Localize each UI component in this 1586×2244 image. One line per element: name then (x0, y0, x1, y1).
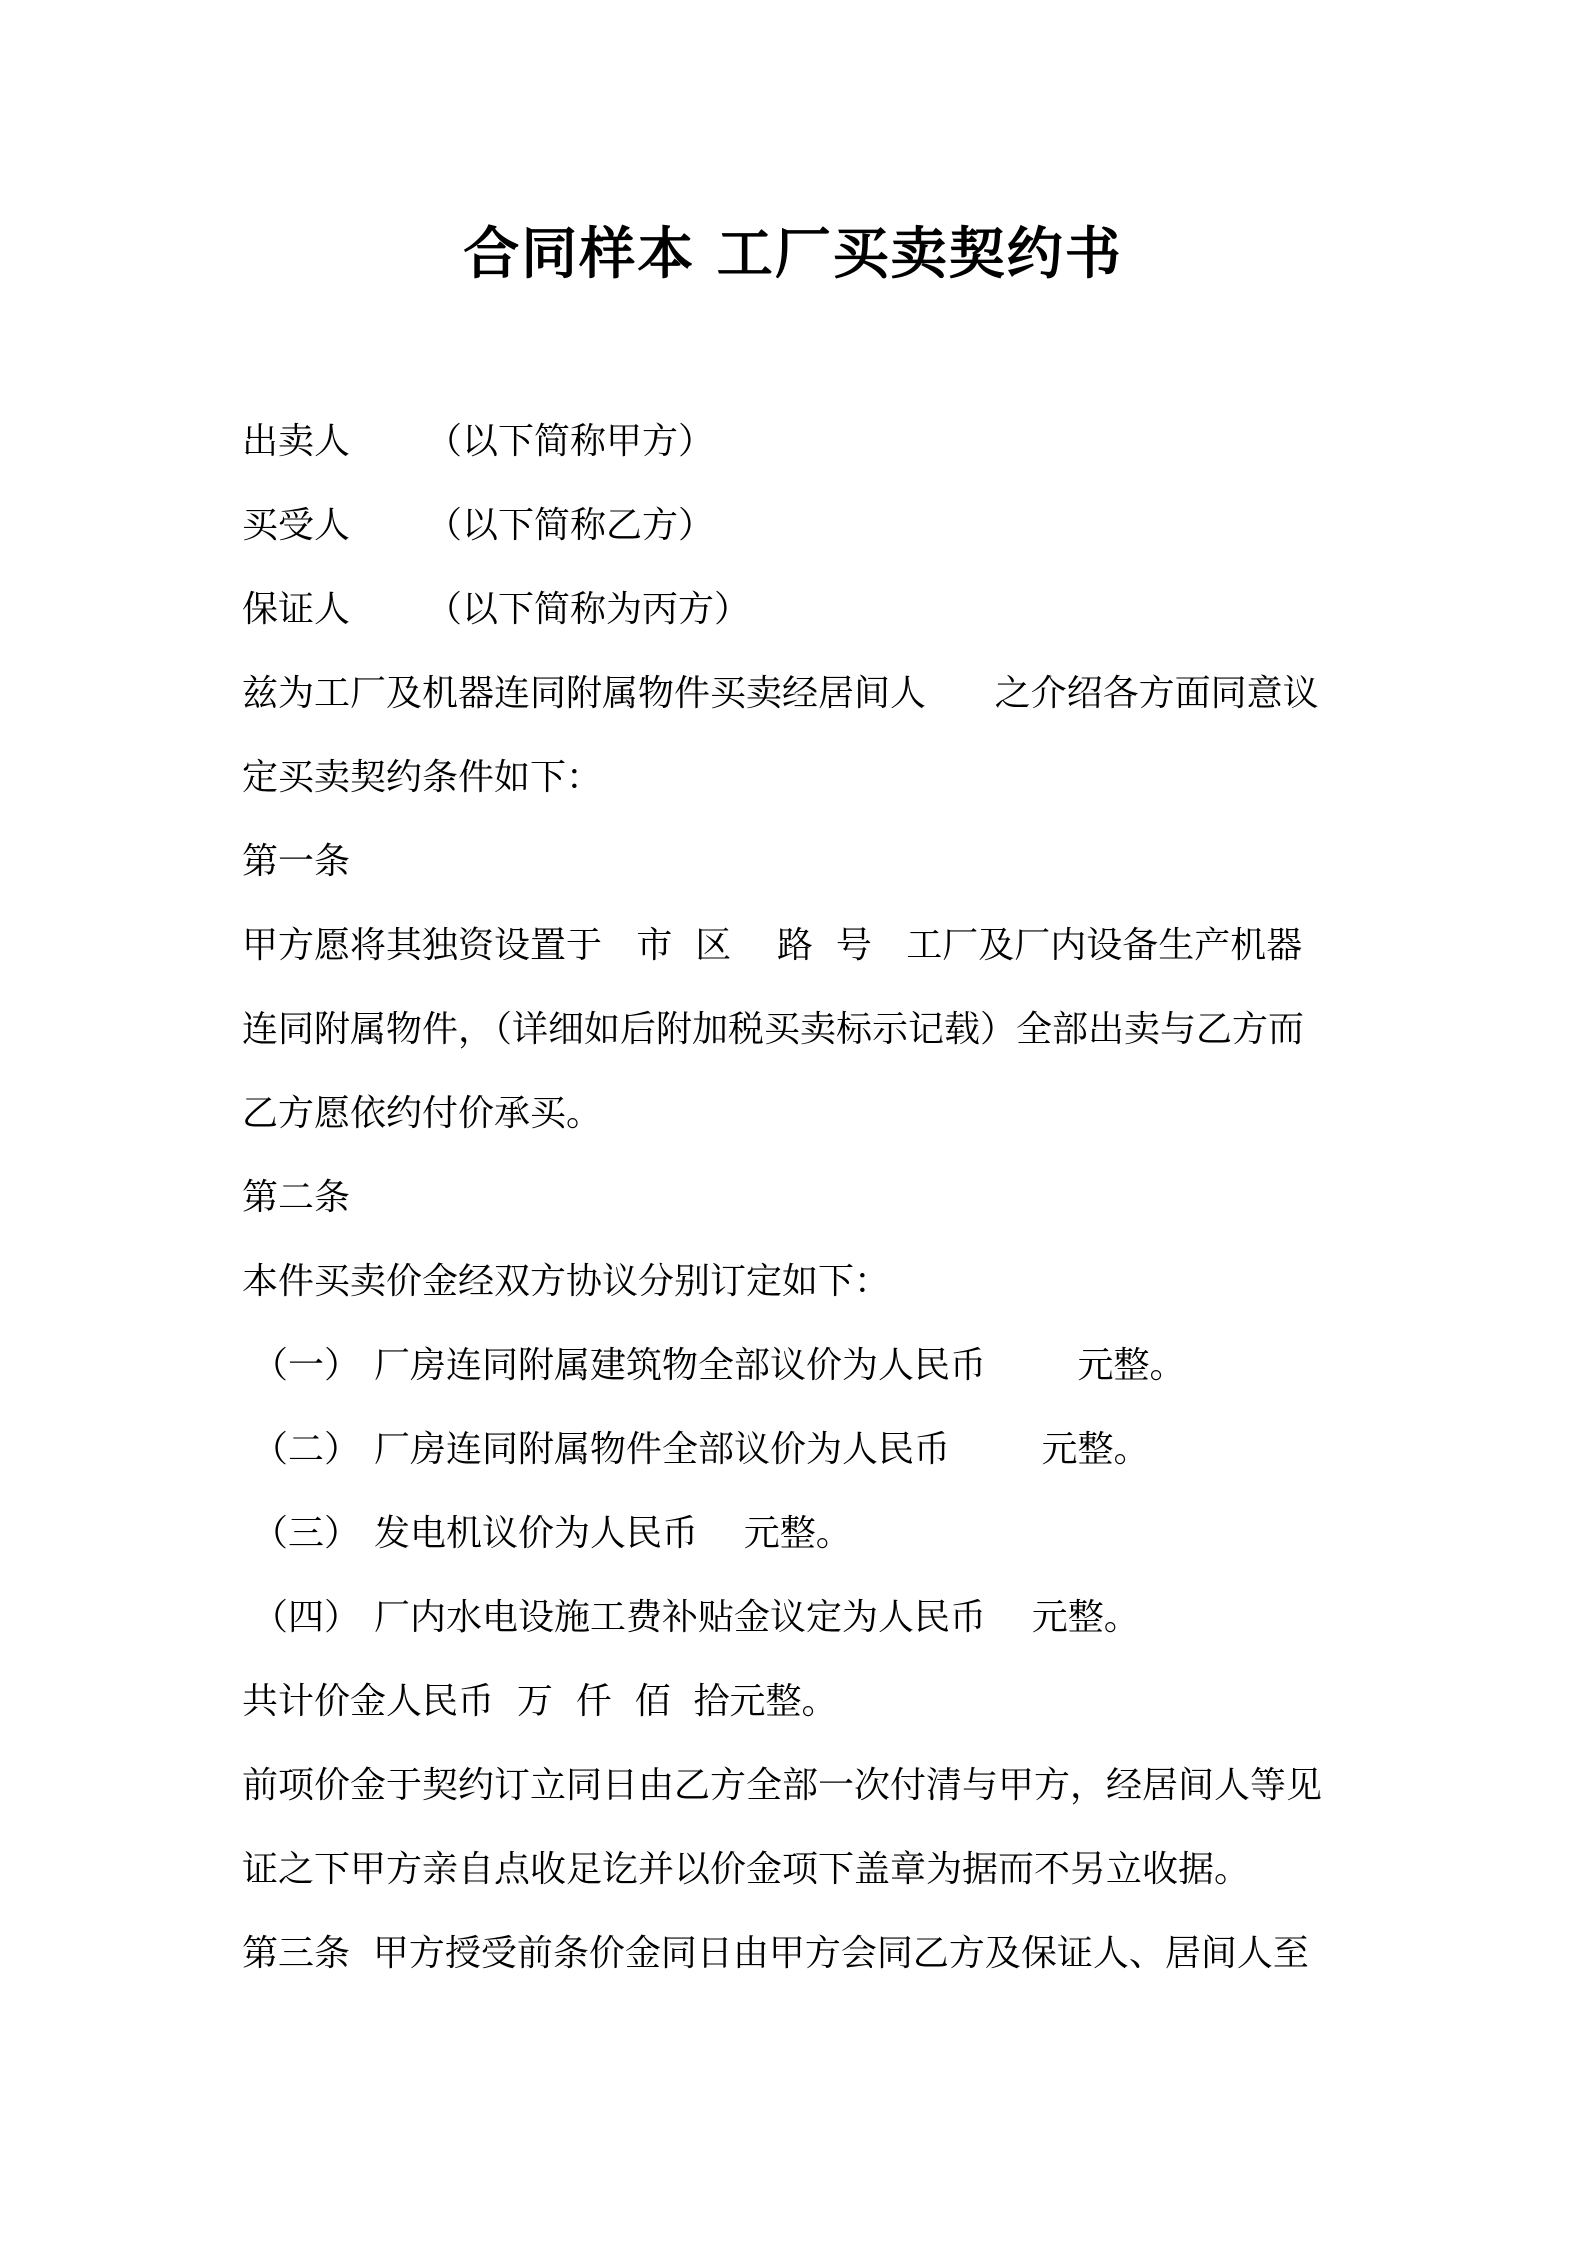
total-price-line: 共计价金人民币 万 仟 佰 拾元整。 (242, 1681, 838, 1722)
article-1-line: 乙方愿依约付价承买。 (242, 1093, 603, 1134)
intro-line: 兹为工厂及机器连同附属物件买卖经居间人 之介绍各方面同意议 (242, 673, 1319, 714)
price-item (242, 1492, 1362, 1576)
price-item-number: （三） (252, 1513, 361, 1554)
document-title: 合同样本 工厂买卖契约书 (463, 222, 1123, 287)
price-item-text: 厂内水电设施工费补贴金议定为人民币 元整。 (374, 1597, 1140, 1638)
price-item-text: 发电机议价为人民币 元整。 (374, 1513, 852, 1554)
party-seller (242, 400, 1362, 484)
party-note: （以下简称为丙方） (426, 589, 751, 630)
price-item (242, 1408, 1362, 1492)
party-buyer (242, 484, 1362, 568)
article-1-line: 甲方愿将其独资设置于 市 区 路 号 工厂及厂内设备生产机器 (242, 925, 1303, 966)
payment-line: 证之下甲方亲自点收足讫并以价金项下盖章为据而不另立收据。 (242, 1849, 1251, 1890)
article-3-line: 第三条 甲方授受前条价金同日由甲方会同乙方及保证人、居间人至 (242, 1933, 1309, 1974)
party-role: 保证人 (242, 589, 351, 630)
price-item-text: 厂房连同附属物件全部议价为人民币 元整。 (374, 1429, 1150, 1470)
price-item-number: （一） (252, 1345, 361, 1386)
price-item (242, 1324, 1362, 1408)
article-1-line: 连同附属物件，（详细如后附加税买卖标示记载）全部出卖与乙方而 (242, 1009, 1305, 1050)
party-role: 买受人 (242, 505, 351, 546)
price-item-number: （四） (252, 1597, 361, 1638)
party-note: （以下简称甲方） (426, 421, 715, 462)
price-item-number: （二） (252, 1429, 361, 1470)
article-2-intro: 本件买卖价金经双方协议分别订定如下： (242, 1261, 891, 1302)
document-body (242, 400, 1362, 1996)
price-item-text: 厂房连同附属建筑物全部议价为人民币 元整。 (374, 1345, 1186, 1386)
article-1-heading: 第一条 (242, 841, 351, 882)
payment-line: 前项价金于契约订立同日由乙方全部一次付清与甲方，经居间人等见 (242, 1765, 1323, 1806)
party-guarantor (242, 568, 1362, 652)
party-note: （以下简称乙方） (426, 505, 715, 546)
article-2-heading: 第二条 (242, 1177, 351, 1218)
intro-line: 定买卖契约条件如下： (242, 757, 603, 798)
price-item (242, 1576, 1362, 1660)
party-role: 出卖人 (242, 421, 351, 462)
